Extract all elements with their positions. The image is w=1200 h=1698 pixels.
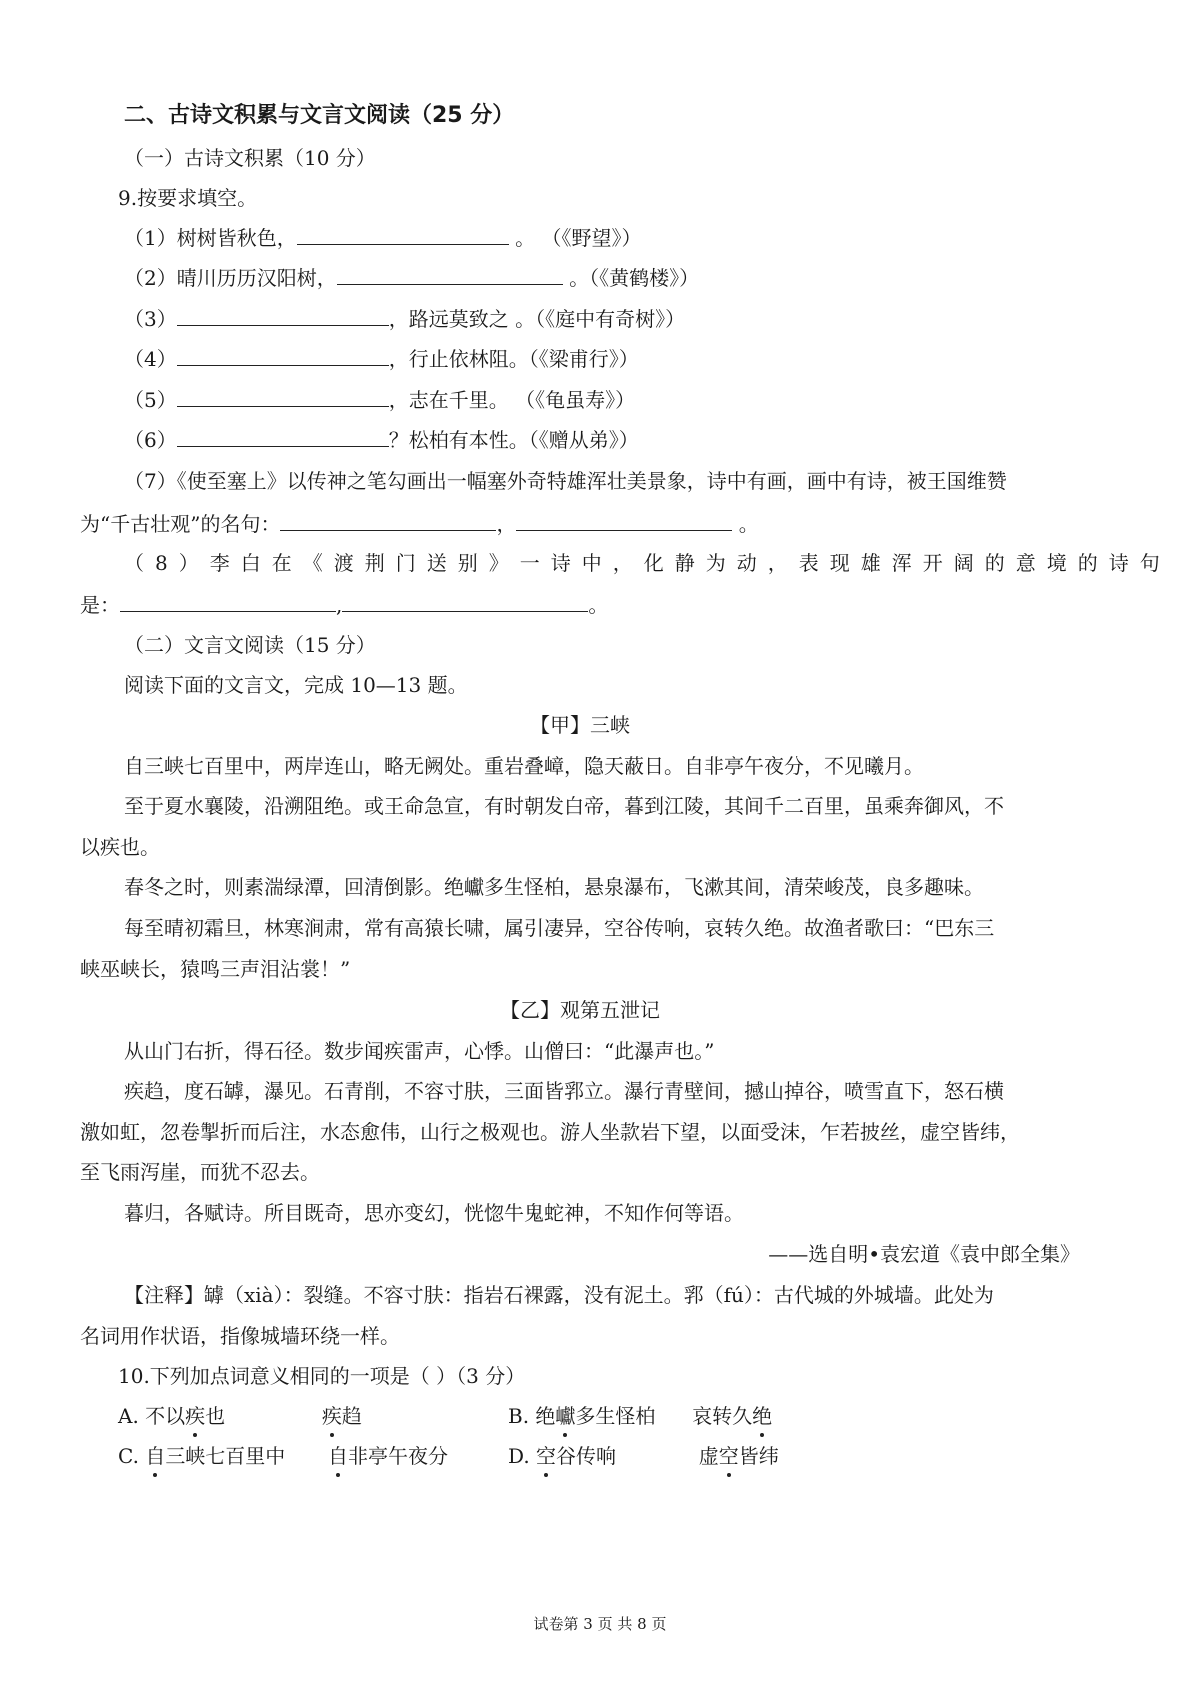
dotted-char: 疾: [185, 1404, 206, 1428]
q10-option-b[interactable]: [508, 1402, 1008, 1430]
q9-item-4-suffix: ，行止依林阻。（《梁甫行》）: [388, 347, 639, 371]
q9-item-3-suffix: ，路远莫致之 。（《庭中有奇树》）: [388, 307, 686, 331]
option-text: 不以: [145, 1404, 186, 1428]
q9-item-2-suffix: 。（《黄鹤楼》）: [562, 266, 700, 290]
passage-yi-line: 疾趋，度石罅，瀑见。石青削，不容寸肤，三面皆郛立。瀑行青壁间，撼山掉谷，喷雪直下，怒石横: [124, 1079, 1004, 1103]
q10-stem: 10.下列加点词意义相同的一项是（ ）（3 分）: [118, 1364, 526, 1388]
dotted-char: 空: [536, 1444, 557, 1468]
q9-item-3-prefix: （3）: [124, 307, 177, 331]
q10-option-d[interactable]: [508, 1442, 1008, 1470]
q9-item-8-line1: （8）李白在《渡荆门送别》一诗中，化静为动，表现雄浑开阔的意境的诗句: [124, 551, 1171, 575]
option-label: B.: [508, 1404, 530, 1428]
q9-item-8-end: 。: [588, 593, 609, 617]
passage-jia-line: 春冬之时，则素湍绿潭，回清倒影。绝巘多生怪柏，悬泉瀑布，飞漱其间，清荣峻茂，良多趣味。: [124, 875, 984, 899]
q9-item-2-prefix: （2）晴川历历汉阳树，: [124, 266, 337, 290]
passage-jia-line: 至于夏水襄陵，沿溯阻绝。或王命急宣，有时朝发白帝，暮到江陵，其间千二百里，虽乘奔御风，不: [124, 794, 1004, 818]
dotted-char: 巘: [555, 1404, 576, 1428]
passage-jia-line: 每至晴初霜旦，林寒涧肃，常有高猿长啸，属引凄异，空谷传响，哀转久绝。故渔者歌曰：“巴东三: [124, 916, 995, 940]
option-text: 哀转久: [692, 1404, 753, 1428]
q9-item-4-prefix: （4）: [124, 347, 177, 371]
dotted-char: 空: [718, 1444, 739, 1468]
passage-jia-line: 以疾也。: [80, 835, 160, 859]
passage-yi-title: 【乙】观第五泄记: [500, 998, 660, 1022]
section-title: 二、古诗文积累与文言文阅读（25 分）: [124, 103, 515, 128]
q9-item-4: [124, 345, 1200, 373]
q9-item-4-blank[interactable]: [177, 345, 389, 366]
passage-yi-line: 暮归，各赋诗。所目既奇，思亦变幻，恍惚牛鬼蛇神，不知作何等语。: [124, 1201, 744, 1225]
q9-item-5-blank[interactable]: [177, 386, 389, 407]
dotted-char: 疾: [321, 1404, 342, 1428]
q9-item-8-prefix: 是：: [80, 593, 120, 617]
passage-yi-line: 至飞雨泻崖，而犹不忍去。: [80, 1160, 320, 1184]
dotted-char: 绝: [752, 1404, 773, 1428]
q9-item-1-suffix: 。 （《野望》）: [508, 226, 642, 250]
passage-jia-line: 自三峡七百里中，两岸连山，略无阙处。重岩叠嶂，隐天蔽日。自非亭午夜分，不见曦月。: [124, 754, 924, 778]
option-text: 三峡七百里中: [165, 1444, 286, 1468]
q9-item-7-end: 。: [732, 512, 759, 536]
q9-item-5: [124, 386, 1200, 414]
option-text: 绝: [535, 1404, 556, 1428]
q9-item-8-line2: [80, 591, 1200, 619]
passage-jia-title: 【甲】三峡: [530, 713, 630, 737]
passage-yi-line: 从山门右折，得石径。数步闻疾雷声，心悸。山僧曰：“此瀑声也。”: [124, 1039, 715, 1063]
q9-item-8-blank-b[interactable]: [342, 591, 588, 612]
option-text: 多生怪柏: [575, 1404, 656, 1428]
dotted-char: 自: [328, 1444, 349, 1468]
q9-item-8-separator: ,: [336, 593, 343, 617]
option-text: 虚: [698, 1444, 719, 1468]
q9-item-5-suffix: ，志在千里。 （《龟虽寿》）: [388, 388, 636, 412]
q9-item-1-prefix: （1）树树皆秋色，: [124, 226, 297, 250]
annotation-line1: 【注释】罅（xià）：裂缝。不容寸肤：指岩石裸露，没有泥土。郛（fú）：古代城的外城墙。此处为: [124, 1283, 994, 1307]
option-text: 谷传响: [556, 1444, 617, 1468]
q9-item-3-blank[interactable]: [177, 305, 389, 326]
q9-item-7-line1: （7）《使至塞上》以传神之笔勾画出一幅塞外奇特雄浑壮美景象，诗中有画，画中有诗，被王国维赞: [124, 469, 1007, 493]
passage-jia-line: 峡巫峡长，猿鸣三声泪沾裳！”: [80, 957, 351, 981]
passage-yi-line: 激如虹，忽卷掣折而后注，水态愈伟，山行之极观也。游人坐款岩下望，以面受沫，乍若披丝，虚空皆纬，: [80, 1120, 1020, 1144]
q9-item-3: [124, 305, 1200, 333]
q9-item-6-suffix: ？松柏有本性。（《赠从弟》）: [388, 428, 639, 452]
q9-item-7-prefix: 为“千古壮观”的名句：: [80, 512, 281, 536]
option-text: 非亭午夜分: [348, 1444, 449, 1468]
q9-item-7-separator: ，: [496, 512, 517, 536]
annotation-line2: 名词用作状语，指像城墙环绕一样。: [80, 1324, 400, 1348]
page-footer: 试卷第 3 页 共 8 页: [533, 1615, 667, 1633]
q9-item-7-blank-b[interactable]: [516, 510, 732, 531]
q9-stem: 9.按要求填空。: [118, 186, 258, 210]
q9-item-2: [124, 264, 1200, 292]
q9-item-7-blank-a[interactable]: [280, 510, 496, 531]
q9-item-1: [124, 224, 1200, 252]
option-text: 也: [205, 1404, 226, 1428]
q9-item-1-blank[interactable]: [297, 224, 509, 245]
passage-source: ——选自明•袁宏道《袁中郎全集》: [768, 1242, 1080, 1266]
q9-item-6-blank[interactable]: [177, 426, 389, 447]
q9-item-6: [124, 426, 1200, 454]
q9-item-5-prefix: （5）: [124, 388, 177, 412]
part1-heading: （一）古诗文积累（10 分）: [124, 146, 376, 170]
option-label: A.: [118, 1404, 139, 1428]
q9-item-2-blank[interactable]: [337, 264, 563, 285]
option-text: 皆纬: [738, 1444, 779, 1468]
part2-heading: （二）文言文阅读（15 分）: [124, 633, 376, 657]
q9-item-6-prefix: （6）: [124, 428, 177, 452]
part2-intro: 阅读下面的文言文，完成 10—13 题。: [124, 673, 468, 697]
option-label: D.: [508, 1444, 530, 1468]
q9-item-7-line2: [80, 510, 1200, 538]
option-label: C.: [118, 1444, 139, 1468]
q9-item-8-blank-a[interactable]: [120, 591, 336, 612]
dotted-char: 自: [145, 1444, 166, 1468]
option-text: 趋: [341, 1404, 362, 1428]
